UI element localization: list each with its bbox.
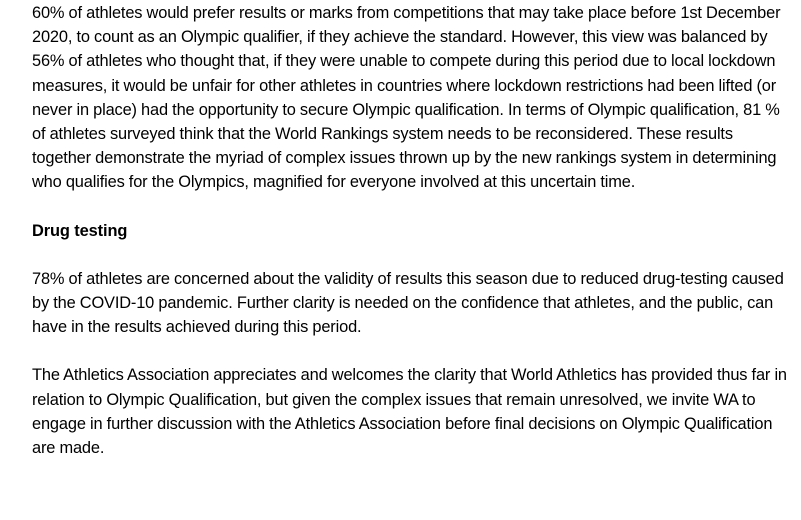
- paragraph-drug-testing: 78% of athletes are concerned about the validity of results this season due to reduced drug-testing caused by the COVID-10 pandemic. Further clarity is needed on the confidence that athletes, and the public, can have in the results achieved during this period.: [32, 269, 784, 337]
- paragraph-spacer: [32, 339, 792, 363]
- paragraph-olympic-qualification: 60% of athletes would prefer results or marks from competitions that may take place before 1st December 2020, to count as an Olympic qualifier, if they achieve the standard. However, this view was balanced by 56% of athletes who thought that, if they were unable to compete during this period due to local lockdown measures, it would be unfair for other athletes in countries where lockdown restrictions had been lifted (or never in place) had the opportunity to secure Olympic qualification. In terms of Olympic qualification, 81 % of athletes surveyed think that the World Rankings system needs to be reconsidered. These results together demonstrate the myriad of complex issues thrown up by the new rankings system in determining who qualifies for the Olympics, magnified for everyone involved at this uncertain time.: [32, 4, 781, 192]
- paragraph-athletics-association: The Athletics Association appreciates and welcomes the clarity that World Athletics has provided thus far in relation to Olympic Qualification, but given the complex issues that remain unresolved, we invite WA to engage in further discussion with the Athletics Association before final decisions on Olympic Qualification are made.: [32, 366, 787, 458]
- document-body: [32, 0, 792, 460]
- heading-drug-testing: Drug testing: [32, 221, 128, 240]
